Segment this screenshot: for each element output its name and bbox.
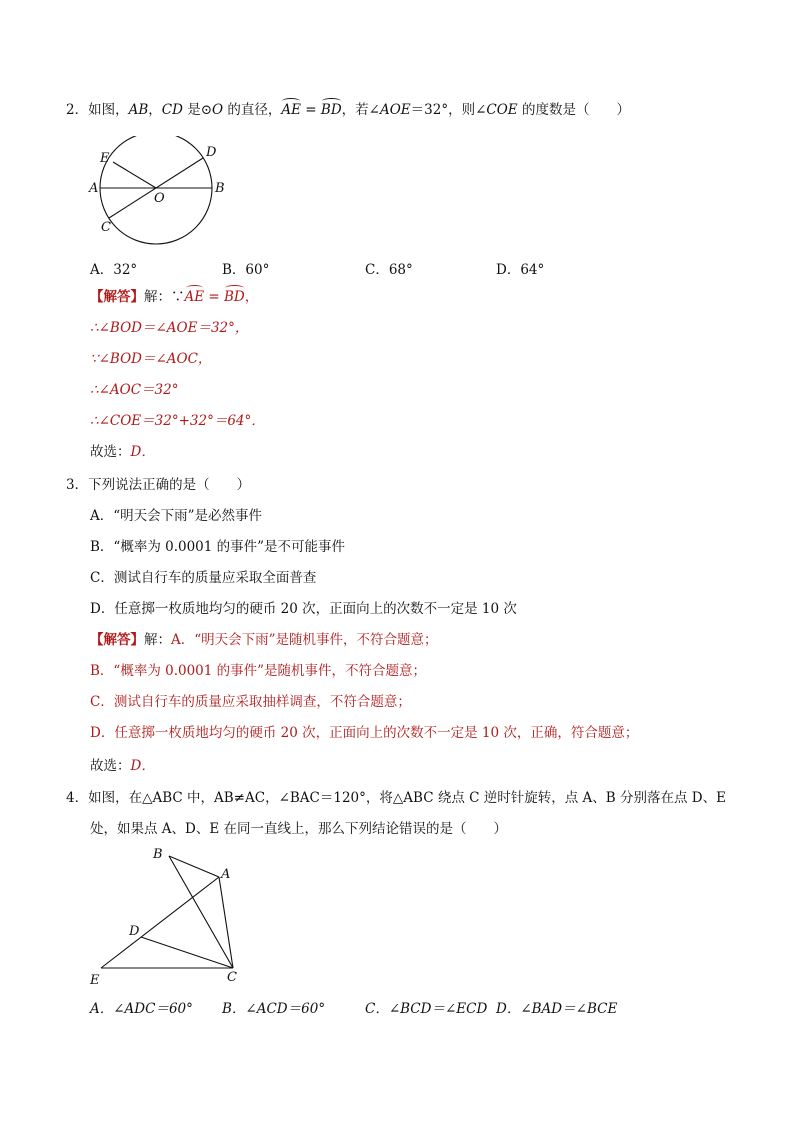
- q2-option-b: B．60°: [222, 262, 270, 278]
- q3-solution-line-3: C．测试自行车的质量应采取抽样调查，不符合题意；: [90, 694, 411, 710]
- label-c: C: [227, 970, 237, 985]
- label-a: A: [89, 181, 99, 196]
- q2-solution-line-4: ∴∠AOC＝32°: [90, 382, 179, 398]
- q3-stem: 3．下列说法正确的是（ ）: [66, 477, 251, 493]
- q3-option-d: D．任意掷一枚质地均匀的硬币 20 次，正面向上的次数不一定是 10 次: [90, 601, 517, 617]
- q3-option-a: A．“明天会下雨”是必然事件: [90, 508, 263, 524]
- q4-option-b: B．∠ACD＝60°: [222, 1001, 326, 1017]
- q2-solution-line-3: ∵∠BOD＝∠AOC，: [90, 351, 212, 367]
- q3-option-b: B．“概率为 0.0001 的事件”是不可能事件: [90, 539, 346, 555]
- label-d: D: [206, 145, 217, 160]
- label-b: B: [215, 181, 225, 196]
- q3-solution-line-1: 【解答】解：A．“明天会下雨”是随机事件，不符合题意；: [90, 632, 438, 648]
- segment-oe: [113, 162, 156, 188]
- label-e: E: [90, 973, 100, 988]
- q2-option-c: C．68°: [365, 262, 413, 278]
- q3-option-c: C．测试自行车的质量应采取全面普查: [90, 570, 317, 586]
- label-o: O: [154, 191, 165, 206]
- segment-dc: [141, 937, 233, 968]
- label-c: C: [101, 220, 111, 235]
- label-d: D: [129, 924, 140, 939]
- q4-stem-line-1: 4．如图，在△ABC 中，AB≠AC，∠BAC＝120°，将△ABC 绕点 C 逆时针旋转，点 A、B 分别落在点 D、E: [66, 790, 726, 806]
- q2-circle-figure: [86, 136, 236, 248]
- q3-choice: 故选：D．: [90, 758, 155, 774]
- circle-o: [100, 136, 212, 244]
- q2-solution-line-1: 【解答】解：∵AE = BD，: [90, 289, 259, 305]
- q2-solution-line-2: ∴∠BOD＝∠AOE＝32°，: [90, 320, 249, 336]
- q2-solution-line-5: ∴∠COE＝32°+32°＝64°．: [90, 413, 265, 429]
- q3-solution-line-2: B．“概率为 0.0001 的事件”是随机事件，不符合题意；: [90, 663, 427, 679]
- arc-ae: AE: [281, 102, 302, 118]
- q2-choice: 故选：D．: [90, 444, 155, 460]
- segment-ac: [219, 877, 233, 968]
- arc-bd: BD: [320, 102, 342, 118]
- label-b: B: [153, 847, 163, 862]
- q2-option-a: A．32°: [90, 262, 138, 278]
- q4-option-c: C．∠BCD＝∠ECD: [365, 1001, 488, 1017]
- label-a: A: [221, 867, 231, 882]
- q3-solution-line-4: D．任意掷一枚质地均匀的硬币 20 次，正面向上的次数不一定是 10 次，正确，符合题意；: [90, 725, 639, 741]
- q4-option-d: D．∠BAD＝∠BCE: [496, 1001, 618, 1017]
- q2-option-d: D．64°: [496, 262, 545, 278]
- segment-ba: [169, 856, 219, 877]
- q4-triangle-figure: [86, 842, 256, 992]
- segment-ae: [101, 877, 219, 968]
- label-e: E: [100, 151, 110, 166]
- q2-stem: 2．如图，AB，CD 是⊙O 的直径，AE = BD，若∠AOE＝32°，则∠COE 的度数是（ ）: [66, 102, 630, 118]
- q4-stem-line-2: 处，如果点 A、D、E 在同一直线上，那么下列结论错误的是（ ）: [90, 821, 508, 837]
- q4-option-a: A．∠ADC＝60°: [90, 1001, 193, 1017]
